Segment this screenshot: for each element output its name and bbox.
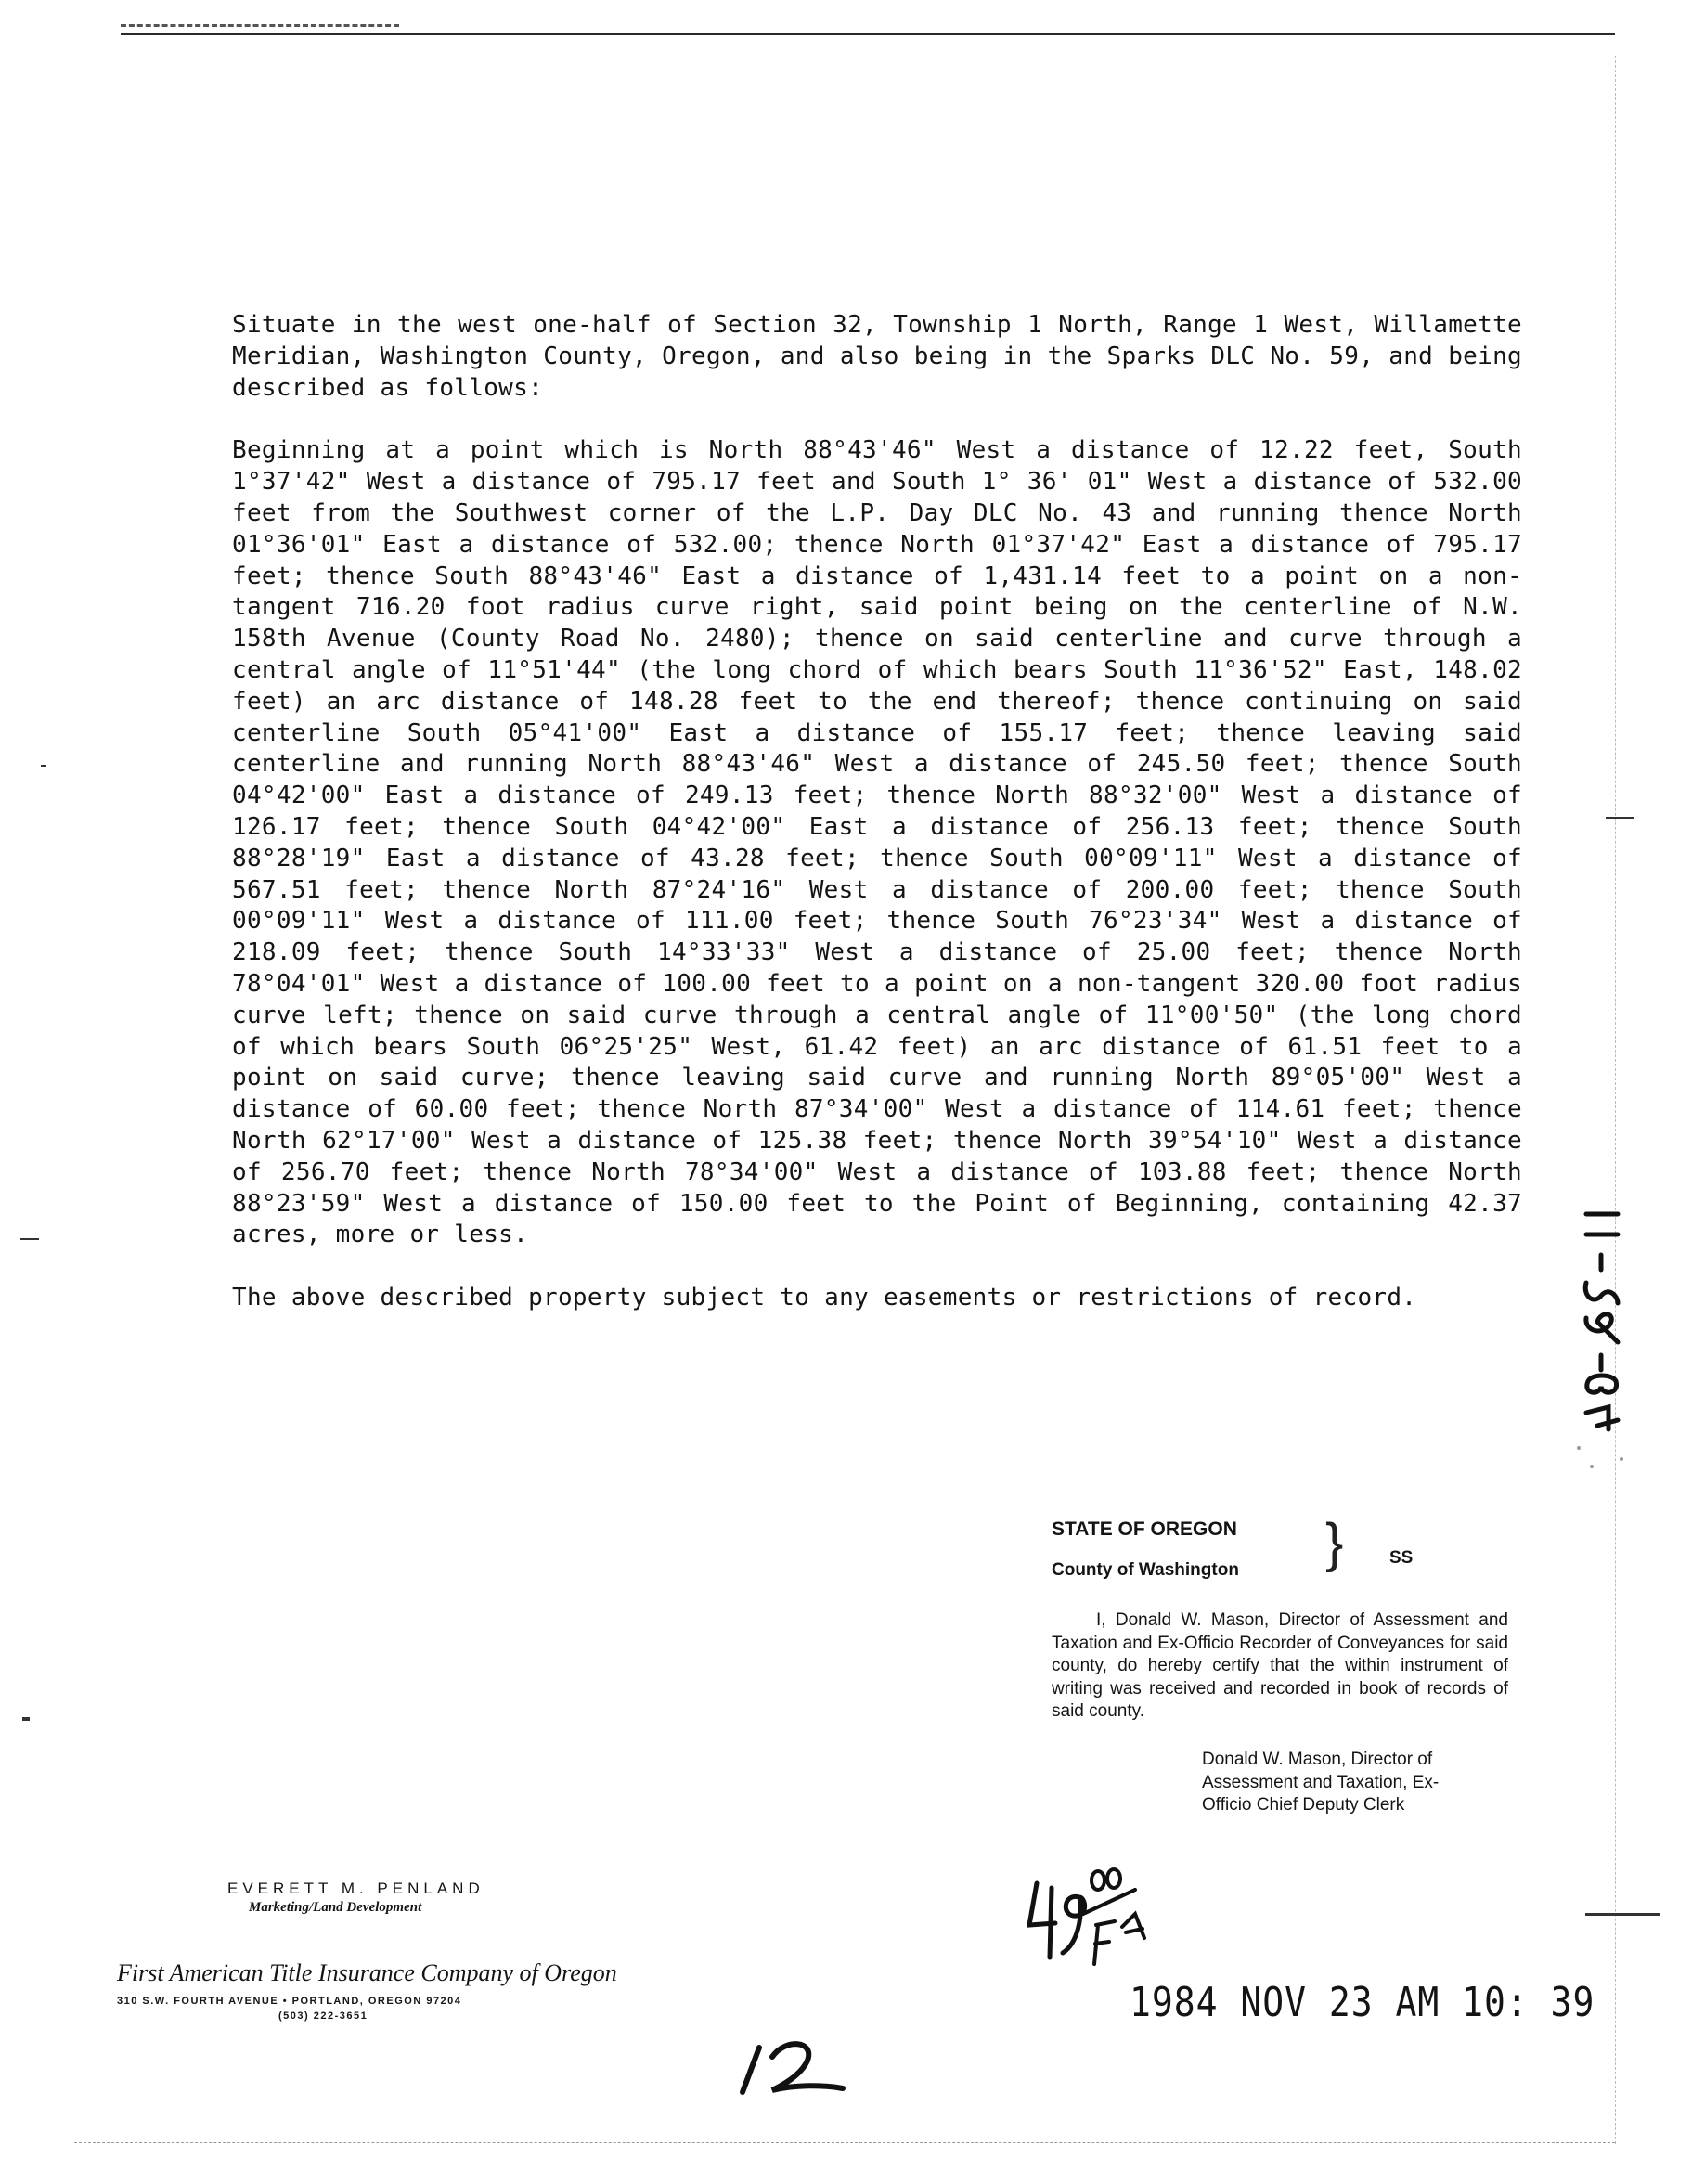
footer-address: 310 S.W. FOURTH AVENUE • PORTLAND, OREGON 97204 xyxy=(117,1996,462,2007)
stamp-ss: SS xyxy=(1389,1548,1414,1568)
top-rule xyxy=(121,33,1615,35)
footer-phone: (503) 222-3651 xyxy=(278,2010,368,2022)
top-scan-artifact xyxy=(121,24,399,27)
certification-text: I, Donald W. Mason, Director of Assessment and Taxation and Ex-Officio Recorder of Conveyances for said county, do hereby certify that the within instrument of writing was received and recorded in book of records of said county. xyxy=(1052,1610,1508,1721)
stamp-county: County of Washington xyxy=(1052,1560,1239,1580)
stamp-state: STATE OF OREGON xyxy=(1052,1518,1237,1540)
stamp-certification xyxy=(1052,1609,1508,1724)
signer-line: Officio Chief Deputy Clerk xyxy=(1202,1795,1405,1815)
scan-speck xyxy=(1606,817,1634,819)
footer-company: First American Title Insurance Company of Oregon xyxy=(117,1959,617,1986)
bottom-rule xyxy=(74,2142,1615,2143)
right-margin-edge xyxy=(1615,56,1616,2144)
legal-description xyxy=(232,310,1522,1346)
scan-speck xyxy=(22,1717,30,1721)
signer-line: Donald W. Mason, Director of xyxy=(1202,1750,1433,1769)
footer-role: Marketing/Land Development xyxy=(249,1900,422,1915)
stamp-signer xyxy=(1202,1749,1508,1817)
footer-name: EVERETT M. PENLAND xyxy=(227,1880,484,1897)
scan-speck xyxy=(41,765,46,767)
handwritten-page-number xyxy=(739,2035,850,2100)
handwritten-side-date xyxy=(1573,1197,1629,1476)
recorded-timestamp: 1984 NOV 23 AM 10: 39 xyxy=(1130,1978,1595,2026)
legal-intro: Situate in the west one-half of Section 32, Township 1 North, Range 1 West, Willamette Meridian, Washington County, Oregon, and also being in the Sparks DLC No. 59, and being described as follows: xyxy=(232,311,1522,402)
legal-closing: The above described property subject to any easements or restrictions of record. xyxy=(232,1284,1417,1312)
handwritten-fee xyxy=(1026,1860,1165,1971)
scan-speck xyxy=(1585,1913,1660,1916)
legal-body: Beginning at a point which is North 88°43'46" West a distance of 12.22 feet, South 1°37'42" West a distance of 795.17 feet and South 1° 36' 01" West a distance of 532.00 feet from the Southwest corner of the L.P. Day DLC No. 43 and running thence North 01°36'01" East a distance of 532.00; thence North 01°37'42" East a distance of 795.17 feet; thence South 88°43'46" East a distance of 1,431.14 feet to a point on a non-tangent 716.20 foot radius curve right, said point being on the centerline of N.W. 158th Avenue (County Road No. 2480); thence on said centerline and curve through a central angle of 11°51'44" (the long chord of which bears South 11°36'52" East, 148.02 feet) an arc distance of 148.28 feet to the end thereof; thence continuing on said centerline South 05°41'00" East a distance of 155.17 feet; thence leaving said centerline and running North 88°43'46" West a distance of 245.50 feet; thence South 04°42'00" East a distance of 249.13 feet; thence North 88°32'00" West a distance of 126.17 feet; thence South 04°42'00" East a distance of 256.13 feet; thence South 88°28'19" East a distance of 43.28 feet; thence South 00°09'11" West a distance of 567.51 feet; thence North 87°24'16" West a distance of 200.00 feet; thence South 00°09'11" West a distance of 111.00 feet; thence South 76°23'34" West a distance of 218.09 feet; thence South 14°33'33" West a distance of 25.00 feet; thence North 78°04'01" West a distance of 100.00 feet to a point on a non-tangent 320.00 foot radius curve left; thence on said curve through a central angle of 11°00'50" (the long chord of which bears South 06°25'25" West, 61.42 feet) an arc distance of 61.51 feet to a point on said curve; thence leaving said curve and running North 89°05'00" West a distance of 60.00 feet; thence North 87°34'00" West a distance of 114.61 feet; thence North 62°17'00" West a distance of 125.38 feet; thence North 39°54'10" West a distance of 256.70 feet; thence North 78°34'00" West a distance of 103.88 feet; thence North 88°23'59" West a distance of 150.00 feet to the Point of Beginning, containing 42.37 acres, more or less. xyxy=(232,436,1522,1249)
scan-speck xyxy=(20,1238,39,1240)
stamp-brace: } xyxy=(1325,1513,1344,1573)
signer-line: Assessment and Taxation, Ex- xyxy=(1202,1772,1440,1792)
